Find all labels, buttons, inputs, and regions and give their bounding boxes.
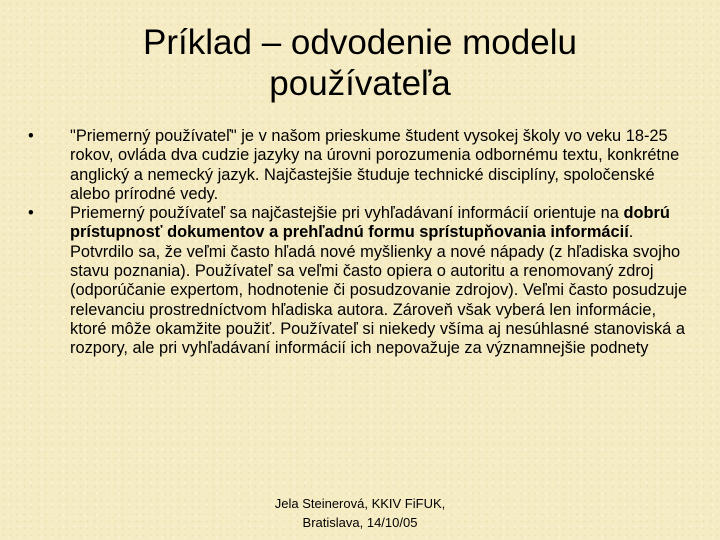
bullet-text-bold: dobrú prístupnosť dokumentov a prehľadnú formu sprístupňovania informácií <box>70 204 670 242</box>
bullet-text: "Priemerný používateľ" je v našom prieskume študent vysokej školy vo veku 18-25 rokov, ovláda dva cudzie jazyky na úrovni porozumenia odbornému textu, konkrétne anglický a nemecký jazyk. Najčastejšie študuje technické disciplíny, spoločenské alebo prírodné vedy. <box>70 127 680 203</box>
bullet-item-search-behaviour <box>28 204 688 358</box>
slide-title-line-1: Príklad – odvodenie modelu <box>143 23 577 62</box>
bullet-list <box>28 127 688 359</box>
bullet-marker: • <box>28 204 34 223</box>
footer-author: Jela Steinerová, KKIV FiFUK, <box>274 496 446 511</box>
bullet-text-after: . Potvrdilo sa, že veľmi často hľadá nové myšlienky a nové nápady (z hľadiska svojho stavu poznania). Používateľ sa veľmi často opiera o autoritu a renomovaný zdroj (odporúčanie expertom, hodnotenie či posudzovanie zdrojov). Veľmi často posudzuje relevanciu prostredníctvom hľadiska autora. Zároveň však vyberá len informácie, ktoré môže okamžite použiť. Používateľ si niekedy všíma aj nesúhlasné stanoviská a rozpory, ale pri vyhľadávaní informácií ich nepovažuje za významnejšie podnety <box>70 223 688 358</box>
bullet-item-average-user-profile <box>28 127 688 204</box>
slide-title-line-2: používateľa <box>269 64 451 103</box>
slide-footer <box>240 494 480 532</box>
bullet-marker: • <box>28 127 34 145</box>
footer-place-date: Bratislava, 14/10/05 <box>302 515 418 530</box>
bullet-text-before: Priemerný používateľ sa najčastejšie pri vyhľadávaní informácií orientuje na <box>70 204 624 223</box>
slide-title <box>60 22 660 104</box>
